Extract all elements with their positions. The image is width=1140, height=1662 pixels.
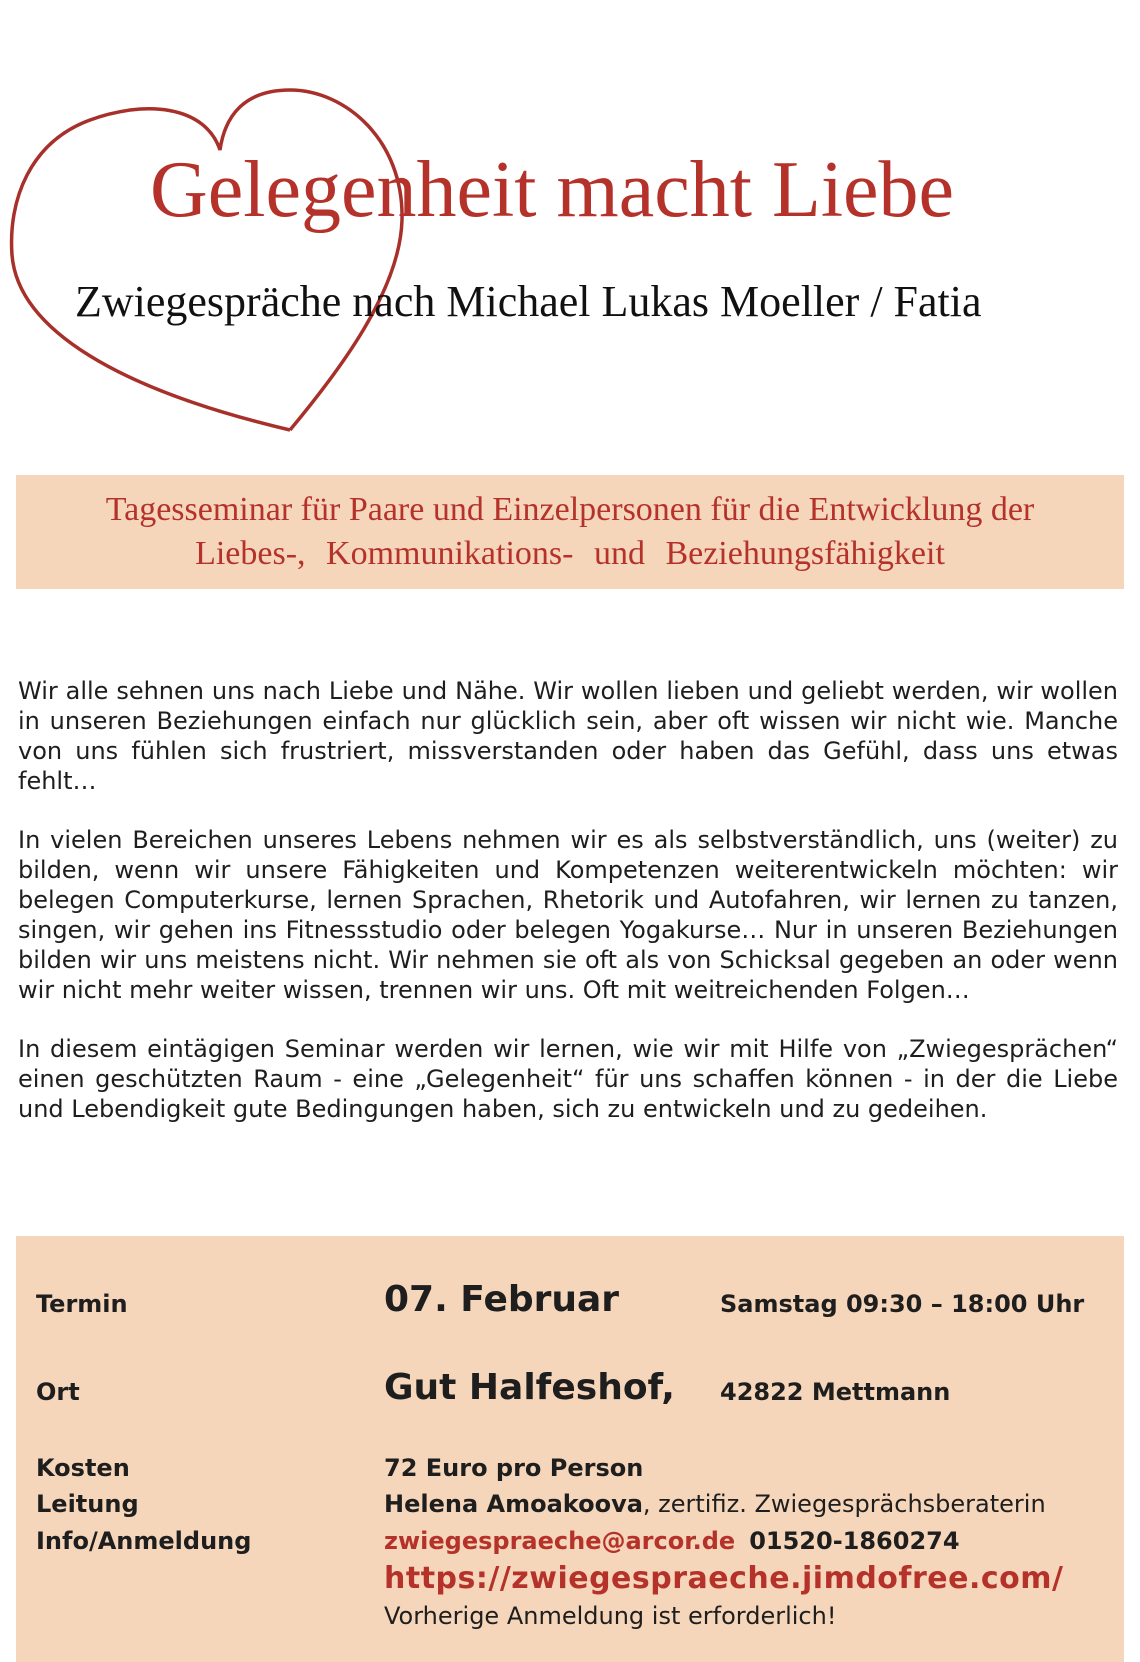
paragraph: In diesem eintägigen Seminar werden wir lernen, wie wir mit Hilfe von „Zwiegesprächen“ einen geschützten Raum - eine „Gelegenheit“ für uns schaffen können - in der die Liebe und Lebendigkeit gute Bedingungen haben, sich zu entwickeln und zu gedeihen. <box>18 1035 1118 1123</box>
event-info-box <box>16 1236 1124 1662</box>
paragraph: Wir alle sehnen uns nach Liebe und Nähe. Wir wollen lieben und geliebt werden, wir wollen in unseren Beziehungen einfach nur glücklich sein, aber oft wissen wir nicht wie. Manche von uns fühlen sich frustriert, missverstanden oder haben das Gefühl, dass uns etwas fehlt… <box>18 677 1118 795</box>
heart-outline-icon <box>0 70 420 440</box>
ort-label: Ort <box>36 1378 80 1406</box>
page-title: Gelegenheit macht Liebe <box>150 146 955 234</box>
termin-date: 07. Februar <box>384 1279 620 1320</box>
ort-city: 42822 Mettmann <box>720 1378 951 1406</box>
paragraph: In vielen Bereichen unseres Lebens nehmen wir es als selbstverständlich, uns (weiter) zu bilden, wenn wir unsere Fähigkeiten und Kompetenzen weiterentwickeln möchten: wir belegen Computerkurse, lernen Sprachen, Rhetorik und Autofahren, wir lernen zu tanzen, singen, wir gehen ins Fitnessstudio oder belegen Yogakurse… Nur in unseren Beziehungen bilden wir uns meistens nicht. Wir nehmen sie oft als von Schicksal gegeben an oder wenn wir nicht mehr weiter wissen, trennen wir uns. Oft mit weitreichenden Folgen… <box>18 826 1118 1004</box>
termin-time: Samstag 09:30 – 18:00 Uhr <box>720 1290 1085 1318</box>
leitung-role: , zertifiz. Zwiegesprächsberaterin <box>642 1490 1046 1518</box>
banner-line-1: Tagesseminar für Paare und Einzelpersonen für die Entwicklung der <box>105 491 1035 528</box>
anmeldung-label: Info/Anmeldung <box>36 1527 252 1555</box>
seminar-banner <box>16 475 1124 589</box>
email-link[interactable]: zwiegespraeche@arcor.de <box>384 1527 736 1555</box>
leitung-name: Helena Amoakoova <box>384 1490 643 1518</box>
website-link[interactable]: https://zwiegespraeche.jimdofree.com/ <box>384 1561 1064 1596</box>
intro-text <box>18 676 1118 1153</box>
contact-line <box>384 1529 960 1553</box>
termin-label: Termin <box>36 1290 128 1318</box>
leitung-value <box>384 1492 1046 1516</box>
phone-number: 01520-1860274 <box>749 1527 960 1555</box>
kosten-value: 72 Euro pro Person <box>384 1454 644 1482</box>
ort-place: Gut Halfeshof, <box>384 1367 675 1408</box>
banner-line-2: Liebes-, Kommunikations- und Beziehungsfähigkeit <box>195 535 945 572</box>
leitung-label: Leitung <box>36 1490 139 1518</box>
kosten-label: Kosten <box>36 1454 130 1482</box>
page-subtitle: Zwiegespräche nach Michael Lukas Moeller / Fatia <box>75 277 982 326</box>
registration-note: Vorherige Anmeldung ist erforderlich! <box>384 1602 837 1630</box>
